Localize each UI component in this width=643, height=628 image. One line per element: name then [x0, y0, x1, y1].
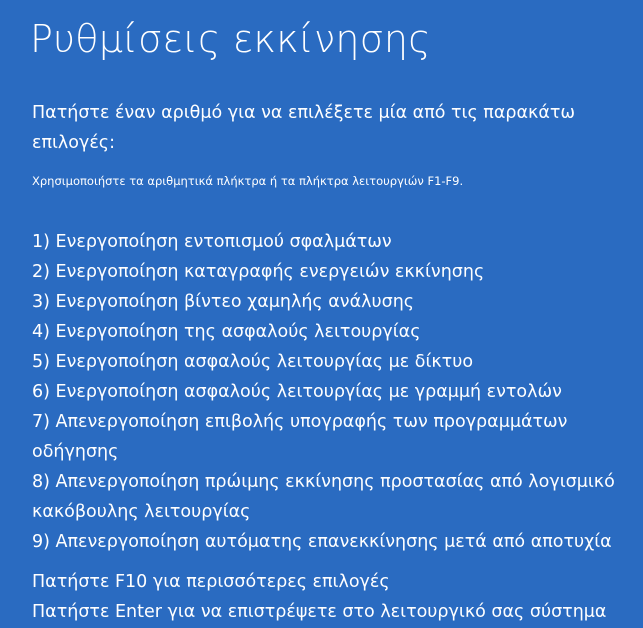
- option-enable-safe-mode[interactable]: 4) Ενεργοποίηση της ασφαλούς λειτουργίας: [32, 322, 421, 342]
- key-hint-text: Χρησιμοποιήστε τα αριθμητικά πλήκτρα ή τα πλήκτρα λειτουργιών F1-F9.: [32, 174, 464, 188]
- option-disable-auto-restart-after-failure[interactable]: 9) Απενεργοποίηση αυτόματης επανεκκίνησης μετά από αποτυχία: [32, 532, 612, 552]
- option-enable-low-resolution-video[interactable]: 3) Ενεργοποίηση βίντεο χαμηλής ανάλυσης: [32, 292, 415, 312]
- option-disable-driver-signature-enforcement[interactable]: 7) Απενεργοποίηση επιβολής υπογραφής των προγραμμάτων οδήγησης: [32, 412, 568, 462]
- option-disable-early-launch-antimalware[interactable]: 8) Απενεργοποίηση πρώιμης εκκίνησης προστασίας από λογισμικό κακόβουλης λειτουργίας: [32, 472, 615, 522]
- option-enable-safe-mode-command-prompt[interactable]: 6) Ενεργοποίηση ασφαλούς λειτουργίας με γραμμή εντολών: [32, 382, 562, 402]
- option-enable-boot-logging[interactable]: 2) Ενεργοποίηση καταγραφής ενεργειών εκκίνησης: [32, 262, 485, 282]
- page-title: Ρυθμίσεις εκκίνησης: [30, 17, 431, 61]
- footer-instructions: [32, 567, 629, 627]
- option-enable-safe-mode-networking[interactable]: 5) Ενεργοποίηση ασφαλούς λειτουργίας με δίκτυο: [32, 352, 474, 372]
- startup-options-list: [32, 227, 629, 557]
- return-to-os-instruction: Πατήστε Enter για να επιστρέψετε στο λειτουργικό σας σύστημα: [32, 602, 607, 622]
- instruction-text: Πατήστε έναν αριθμό για να επιλέξετε μία από τις παρακάτω επιλογές:: [32, 103, 576, 153]
- option-enable-debugging[interactable]: 1) Ενεργοποίηση εντοπισμού σφαλμάτων: [32, 232, 392, 252]
- more-options-instruction: Πατήστε F10 για περισσότερες επιλογές: [32, 572, 390, 592]
